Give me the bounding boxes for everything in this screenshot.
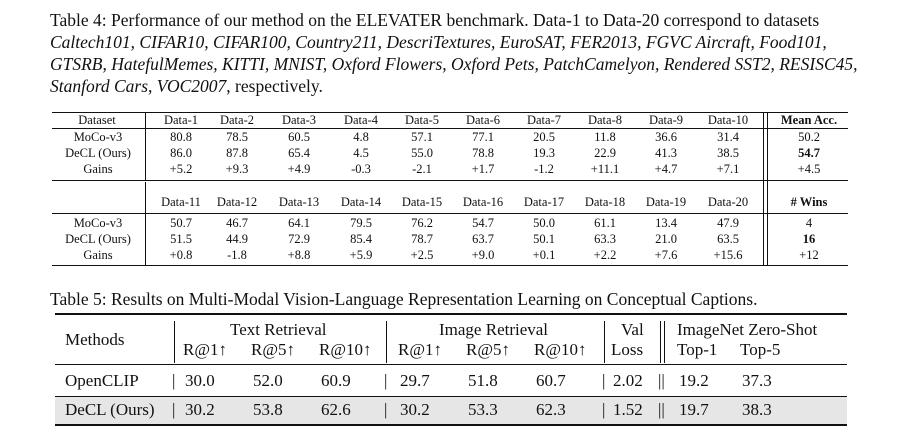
- table4-row-label: MoCo-v3: [73, 130, 123, 144]
- table4-cell: 38.5: [717, 146, 739, 160]
- table4-cell: 72.9: [288, 232, 310, 246]
- table4-cell: 51.5: [170, 232, 192, 246]
- table4-column-header: Data-12: [216, 195, 258, 209]
- table5-subheader: R@5↑: [251, 340, 295, 359]
- table4-row: [52, 232, 848, 247]
- table4-caption-tail: , respectively.: [226, 76, 323, 96]
- table4-column-header: Data-8: [587, 113, 622, 127]
- table5-row-separator: |: [172, 371, 176, 390]
- table5-vsep-3: [604, 321, 605, 363]
- table4-cell: 63.7: [472, 232, 494, 246]
- table5-cell: 1.52: [613, 400, 643, 419]
- table5-vsep-1: [174, 321, 175, 363]
- table4-column-header: Data-14: [340, 195, 382, 209]
- table4-cell: 54.7: [472, 216, 494, 230]
- table4-cell: 20.5: [533, 130, 555, 144]
- table4-cell: 80.8: [170, 130, 192, 144]
- table4-dataset-header: Dataset: [78, 113, 116, 127]
- table4-summary-header: # Wins: [790, 195, 828, 209]
- table4-cell: -2.1: [412, 162, 432, 176]
- table4-cell: +4.9: [287, 162, 311, 176]
- table4-block1-header: [52, 113, 848, 128]
- table4-cell: 44.9: [226, 232, 248, 246]
- table5-val-header: Val: [621, 320, 644, 339]
- table5-method-label: OpenCLIP: [65, 371, 139, 390]
- table4-cell: +9.0: [471, 248, 495, 262]
- table4-cell: +5.2: [169, 162, 193, 176]
- table5-bottom-rule: [55, 424, 847, 426]
- table4-cell: 87.8: [226, 146, 248, 160]
- table4-cell: 50.0: [533, 216, 555, 230]
- table4-row-label: Gains: [83, 248, 113, 262]
- table5-subheader: Loss: [611, 340, 644, 359]
- table5-top-rule: [55, 313, 847, 315]
- table5-vsep-2: [386, 321, 387, 363]
- table4-summary-cell: +4.5: [797, 162, 821, 176]
- table5-row-separator: |: [602, 371, 606, 390]
- table5-row-separator: |: [172, 400, 176, 419]
- table4-summary-cell: 4: [805, 216, 813, 230]
- table5-cell: 30.0: [185, 371, 215, 390]
- table5-subheader: R@10↑: [534, 340, 587, 359]
- table4-cell: +7.6: [654, 248, 678, 262]
- table4-summary-header: Mean Acc.: [780, 113, 838, 127]
- table5-image-retrieval-header: Image Retrieval: [439, 320, 549, 339]
- table5-row-separator: ||: [658, 371, 665, 390]
- table4-row-label: DeCL (Ours): [65, 232, 131, 246]
- table4-cell: 79.5: [350, 216, 372, 230]
- table4-cell: 55.0: [411, 146, 433, 160]
- table4-cell: 64.1: [288, 216, 310, 230]
- table4-cell: +2.5: [410, 248, 434, 262]
- table5-subheader: R@1↑: [183, 340, 227, 359]
- table4-row: [52, 248, 848, 263]
- table4-cell: +0.8: [169, 248, 193, 262]
- table5-cell: 19.2: [679, 371, 709, 390]
- table5-cell: 30.2: [185, 400, 215, 419]
- table4-cell: 50.1: [533, 232, 555, 246]
- table5-row-openclip: [55, 368, 847, 394]
- table4-cell: +15.6: [713, 248, 743, 262]
- table4-column-header: Data-17: [523, 195, 565, 209]
- table4-column-header: Data-7: [526, 113, 561, 127]
- table4-cell: +7.1: [716, 162, 740, 176]
- table4-cell: 22.9: [594, 146, 616, 160]
- table4-cell: 86.0: [170, 146, 192, 160]
- table4-row-label: Gains: [83, 162, 113, 176]
- table4-caption: [50, 9, 860, 97]
- table4-cell: 47.9: [717, 216, 739, 230]
- table4-bottom-rule: [52, 265, 848, 266]
- table4-column-header: Data-5: [404, 113, 439, 127]
- table4-cell: +9.3: [225, 162, 249, 176]
- table5-row-separator: |: [384, 371, 388, 390]
- table4-cell: 77.1: [472, 130, 494, 144]
- table4-column-header: Data-15: [401, 195, 443, 209]
- table5-caption: Table 5: Results on Multi-Modal Vision-Language Representation Learning on Conceptual Captions.: [50, 289, 758, 309]
- table4-block2-header: [52, 195, 848, 210]
- table5-cell: 60.9: [321, 371, 351, 390]
- table4-cell: -0.3: [351, 162, 371, 176]
- table4-cell: 31.4: [717, 130, 739, 144]
- table5-cell: 30.2: [400, 400, 430, 419]
- table4-row: [52, 162, 848, 177]
- table4-caption-lead: Table 4: Performance of our method on the ELEVATER benchmark. Data-1 to Data-20 correspond to datasets: [50, 10, 820, 30]
- table5-row-separator: ||: [658, 400, 665, 419]
- table4-cell: 13.4: [655, 216, 677, 230]
- table4-block2-rule: [52, 213, 848, 214]
- table5-cell: 2.02: [613, 371, 643, 390]
- table4-cell: -1.8: [227, 248, 247, 262]
- table4-row: [52, 130, 848, 145]
- table4-row-label: DeCL (Ours): [65, 146, 131, 160]
- table4-mid-rule: [52, 180, 848, 181]
- table4-cell: 78.7: [411, 232, 433, 246]
- table5-cell: 62.6: [321, 400, 351, 419]
- table5-vsep-4: [660, 321, 661, 363]
- table5-methods-header: Methods: [65, 330, 125, 349]
- table4-cell: 4.8: [353, 130, 369, 144]
- table4-cell: 46.7: [226, 216, 248, 230]
- table4-summary-cell: 54.7: [798, 146, 820, 160]
- table4-cell: 4.5: [353, 146, 369, 160]
- table4-row-label: MoCo-v3: [73, 216, 123, 230]
- table5-vsep-5: [664, 321, 665, 363]
- table4-cell: 60.5: [288, 130, 310, 144]
- table4-cell: 11.8: [594, 130, 616, 144]
- table4-column-header: Data-3: [281, 113, 316, 127]
- table4-cell: 78.5: [226, 130, 248, 144]
- table4-cell: 65.4: [288, 146, 310, 160]
- table4-column-header: Data-10: [707, 113, 749, 127]
- table4-column-header: Data-18: [584, 195, 626, 209]
- table4-column-header: Data-6: [465, 113, 500, 127]
- table4-column-header: Data-4: [343, 113, 378, 127]
- table5-header-rule: [55, 364, 847, 365]
- table4-column-header: Data-13: [278, 195, 320, 209]
- table4-column-header: Data-19: [645, 195, 687, 209]
- table4-cell: +2.2: [593, 248, 617, 262]
- table4-cell: -1.2: [534, 162, 554, 176]
- table4-summary-cell: 16: [802, 232, 816, 246]
- table4-header-rule: [52, 128, 848, 129]
- table4-row: [52, 216, 848, 231]
- table5-cell: 37.3: [742, 371, 772, 390]
- table5-text-retrieval-header: Text Retrieval: [230, 320, 327, 339]
- table5-cell: 60.7: [536, 371, 566, 390]
- table5-cell: 52.0: [253, 371, 283, 390]
- table4-cell: +5.9: [349, 248, 373, 262]
- table4-cell: 85.4: [350, 232, 372, 246]
- table5-imagenet-header: ImageNet Zero-Shot: [677, 320, 818, 339]
- table4-cell: 63.3: [594, 232, 616, 246]
- table4-column-header: Data-2: [219, 113, 254, 127]
- table5-subheader: R@5↑: [466, 340, 510, 359]
- table4-cell: 63.5: [717, 232, 739, 246]
- table4-column-header: Data-1: [163, 113, 198, 127]
- table4-cell: 41.3: [655, 146, 677, 160]
- table4-cell: 50.7: [170, 216, 192, 230]
- table4-cell: +4.7: [654, 162, 678, 176]
- table5-cell: 62.3: [536, 400, 566, 419]
- table5-subheader: R@1↑: [398, 340, 442, 359]
- table5-cell: 38.3: [742, 400, 772, 419]
- table4-cell: 61.1: [594, 216, 616, 230]
- table5-subheader: Top-5: [740, 340, 781, 359]
- table4-column-header: Data-9: [648, 113, 683, 127]
- table5-cell: 53.3: [468, 400, 498, 419]
- table4-cell: +11.1: [590, 162, 620, 176]
- table4-caption-datasets: Caltech101, CIFAR10, CIFAR100, Country211, DescriTextures, EuroSAT, FER2013, FGVC Aircraft, Food101, GTSRB, HatefulMemes, KITTI, MNIST, Oxford Flowers, Oxford Pets, PatchCamelyon, Rendered SST2, RESISC45, Stanford Cars, VOC2007: [50, 32, 858, 96]
- table5-cell: 19.7: [679, 400, 709, 419]
- table4-column-header: Data-16: [462, 195, 504, 209]
- table5-method-label: DeCL (Ours): [65, 400, 155, 419]
- table4-cell: 76.2: [411, 216, 433, 230]
- table4-cell: 78.8: [472, 146, 494, 160]
- table4-cell: +1.7: [471, 162, 495, 176]
- table4-column-header: Data-20: [707, 195, 749, 209]
- table4-cell: +8.8: [287, 248, 311, 262]
- table4-row: [52, 146, 848, 161]
- table4-summary-cell: 50.2: [798, 130, 820, 144]
- table5-row-decl: [55, 397, 847, 424]
- table5-subheader: Top-1: [677, 340, 718, 359]
- table4-cell: 36.6: [655, 130, 677, 144]
- table5-row-separator: |: [384, 400, 388, 419]
- table5-cell: 53.8: [253, 400, 283, 419]
- table5-cell: 51.8: [468, 371, 498, 390]
- table5-subheader: R@10↑: [319, 340, 372, 359]
- table4-column-header: Data-11: [161, 195, 201, 209]
- table4-summary-cell: +12: [799, 248, 819, 262]
- table5-cell: 29.7: [400, 371, 430, 390]
- table4-cell: +0.1: [532, 248, 556, 262]
- table4-cell: 19.3: [533, 146, 555, 160]
- table5-row-separator: |: [602, 400, 606, 419]
- table4-cell: 21.0: [655, 232, 677, 246]
- table4-cell: 57.1: [411, 130, 433, 144]
